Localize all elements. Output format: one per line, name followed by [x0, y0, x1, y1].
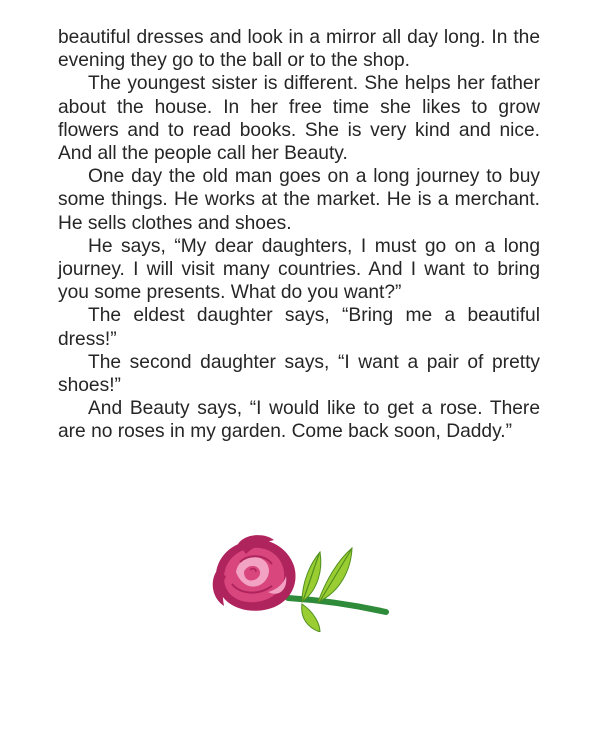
rose-leaf-3: [302, 604, 320, 632]
story-paragraph-6: The second daughter says, “I want a pair of pretty shoes!”: [58, 351, 540, 397]
story-paragraph-3: One day the old man goes on a long journey to buy some things. He works at the market. He is a merchant. He sells clothes and shoes.: [58, 166, 540, 234]
story-paragraph-2: The youngest sister is different. She helps her father about the house. In her free time she likes to grow flowers and to read books. She is very kind and nice. And all the people call her Beauty.: [58, 73, 540, 165]
rose-illustration: [210, 532, 392, 632]
story-paragraph-7: And Beauty says, “I would like to get a rose. There are no roses in my garden. Come back soon, Daddy.”: [58, 398, 540, 443]
story-paragraph-4: He says, “My dear daughters, I must go on a long journey. I will visit many countries. And I want to bring you some presents. What do you want?”: [58, 235, 540, 304]
rose-leaf-vein-2: [320, 550, 351, 601]
story-paragraph-1: beautiful dresses and look in a mirror all day long. In the evening they go to the ball or to the shop.: [58, 27, 540, 72]
story-text: [58, 26, 540, 444]
story-paragraph-5: The eldest daughter says, “Bring me a beautiful dress!”: [58, 305, 540, 350]
